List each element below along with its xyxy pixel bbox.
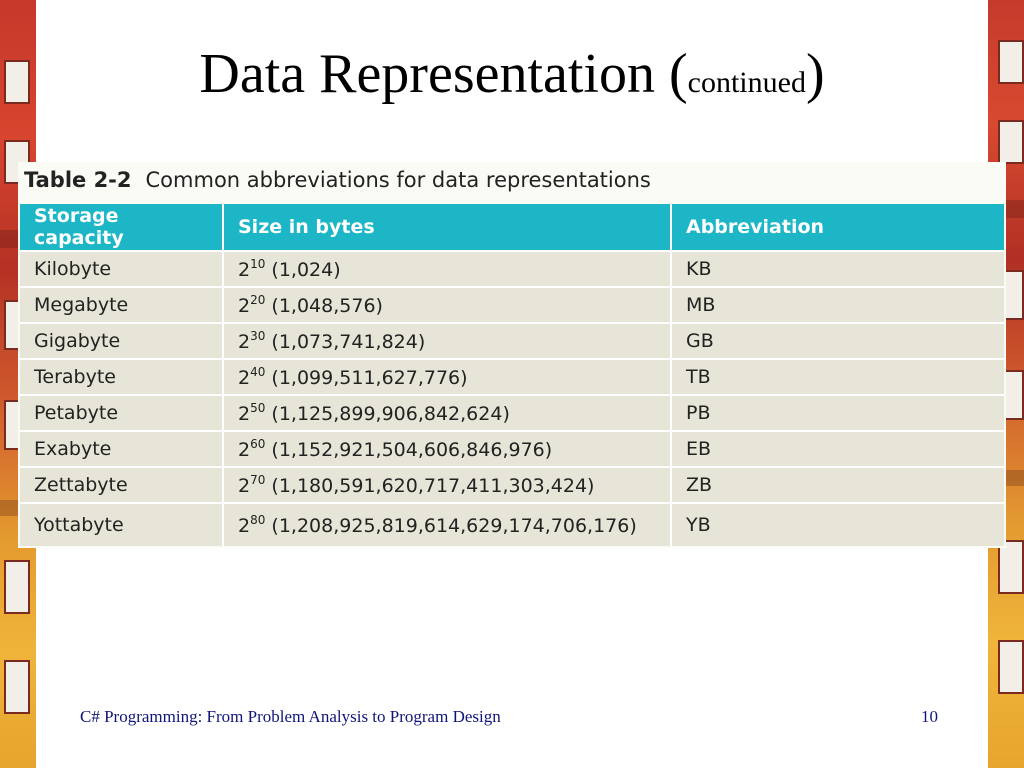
table-row <box>20 431 1004 467</box>
header-abbreviation: Abbreviation <box>671 204 1004 251</box>
cell-size: $2^{30}$ (1,073,741,824) <box>223 323 671 359</box>
slide-footer: C# Programming: From Problem Analysis to Program Design <box>80 707 501 726</box>
page-number: 10 <box>921 707 938 726</box>
table-caption <box>24 168 651 192</box>
cell-capacity: Yottabyte <box>20 503 223 546</box>
table-caption-text: Common abbreviations for data representations <box>145 168 651 192</box>
cell-size: $2^{20}$ (1,048,576) <box>223 287 671 323</box>
table-row <box>20 467 1004 503</box>
table-row <box>20 503 1004 546</box>
cell-abbreviation: TB <box>671 359 1004 395</box>
cell-size: $2^{80}$ (1,208,925,819,614,629,174,706,176) <box>223 503 671 546</box>
table-row <box>20 395 1004 431</box>
cell-abbreviation: ZB <box>671 467 1004 503</box>
header-storage-capacity: Storage capacity <box>20 204 223 251</box>
cell-capacity: Gigabyte <box>20 323 223 359</box>
cell-size: $2^{10}$ (1,024) <box>223 251 671 287</box>
cell-capacity: Kilobyte <box>20 251 223 287</box>
title-continued: continued <box>687 66 806 99</box>
cell-capacity: Megabyte <box>20 287 223 323</box>
table-row <box>20 287 1004 323</box>
cell-abbreviation: PB <box>671 395 1004 431</box>
cell-abbreviation: EB <box>671 431 1004 467</box>
cell-capacity: Zettabyte <box>20 467 223 503</box>
cell-size: $2^{50}$ (1,125,899,906,842,624) <box>223 395 671 431</box>
slide-title <box>0 44 1024 106</box>
cell-abbreviation: YB <box>671 503 1004 546</box>
table-row <box>20 323 1004 359</box>
cell-capacity: Petabyte <box>20 395 223 431</box>
abbreviations-table <box>20 204 1004 546</box>
cell-size: $2^{40}$ (1,099,511,627,776) <box>223 359 671 395</box>
table-panel <box>18 162 1006 548</box>
table-caption-number: Table 2-2 <box>24 168 132 192</box>
table-header-row <box>20 204 1004 251</box>
title-main: Data Representation ( <box>199 43 688 105</box>
cell-abbreviation: MB <box>671 287 1004 323</box>
table-row <box>20 359 1004 395</box>
cell-abbreviation: KB <box>671 251 1004 287</box>
cell-capacity: Exabyte <box>20 431 223 467</box>
cell-size: $2^{60}$ (1,152,921,504,606,846,976) <box>223 431 671 467</box>
table-row <box>20 251 1004 287</box>
cell-capacity: Terabyte <box>20 359 223 395</box>
header-size-in-bytes: Size in bytes <box>223 204 671 251</box>
title-close: ) <box>805 43 825 105</box>
cell-abbreviation: GB <box>671 323 1004 359</box>
cell-size: $2^{70}$ (1,180,591,620,717,411,303,424) <box>223 467 671 503</box>
